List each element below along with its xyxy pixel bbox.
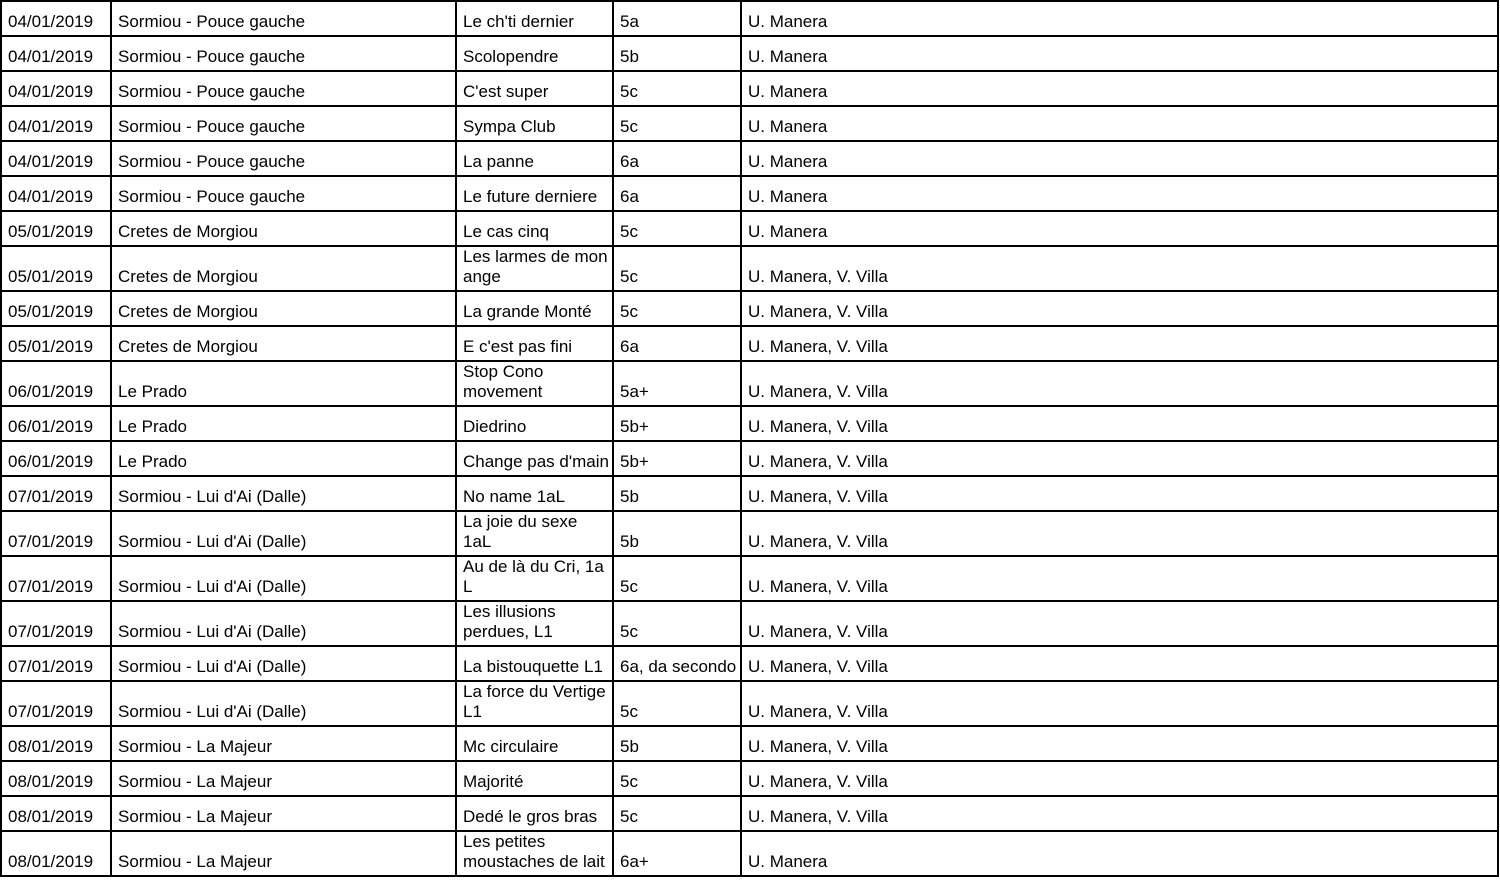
cell-location: Sormiou - La Majeur [111, 761, 456, 796]
cell-climbers: U. Manera, V. Villa [741, 556, 1498, 601]
table-row [1, 556, 1498, 601]
cell-grade: 6a+ [613, 831, 741, 876]
table-row [1, 36, 1498, 71]
cell-date: 04/01/2019 [1, 36, 111, 71]
cell-location: Sormiou - Pouce gauche [111, 71, 456, 106]
cell-location: Sormiou - La Majeur [111, 726, 456, 761]
table-row [1, 1, 1498, 36]
cell-climbers: U. Manera [741, 141, 1498, 176]
cell-grade: 5b [613, 36, 741, 71]
cell-climbers: U. Manera, V. Villa [741, 441, 1498, 476]
cell-route: Change pas d'main [456, 441, 613, 476]
table-row [1, 476, 1498, 511]
cell-route: Les illusions perdues, L1 [456, 601, 613, 646]
table-row [1, 361, 1498, 406]
table-row [1, 761, 1498, 796]
cell-grade: 6a, da secondo [613, 646, 741, 681]
cell-route: Sympa Club [456, 106, 613, 141]
cell-climbers: U. Manera, V. Villa [741, 406, 1498, 441]
cell-climbers: U. Manera, V. Villa [741, 796, 1498, 831]
cell-location: Le Prado [111, 441, 456, 476]
cell-grade: 5c [613, 211, 741, 246]
cell-date: 08/01/2019 [1, 761, 111, 796]
cell-climbers: U. Manera, V. Villa [741, 761, 1498, 796]
cell-date: 04/01/2019 [1, 106, 111, 141]
table-body [1, 1, 1498, 876]
table-row [1, 646, 1498, 681]
table-row [1, 211, 1498, 246]
cell-date: 07/01/2019 [1, 476, 111, 511]
cell-grade: 5b+ [613, 441, 741, 476]
cell-location: Le Prado [111, 361, 456, 406]
cell-climbers: U. Manera [741, 211, 1498, 246]
cell-location: Sormiou - Lui d'Ai (Dalle) [111, 681, 456, 726]
cell-location: Sormiou - Pouce gauche [111, 1, 456, 36]
cell-route: E c'est pas fini [456, 326, 613, 361]
table-row [1, 71, 1498, 106]
table-row [1, 141, 1498, 176]
cell-climbers: U. Manera, V. Villa [741, 601, 1498, 646]
cell-date: 08/01/2019 [1, 831, 111, 876]
cell-date: 04/01/2019 [1, 141, 111, 176]
table-row [1, 681, 1498, 726]
cell-grade: 6a [613, 141, 741, 176]
cell-date: 04/01/2019 [1, 71, 111, 106]
cell-location: Sormiou - Pouce gauche [111, 141, 456, 176]
cell-climbers: U. Manera, V. Villa [741, 291, 1498, 326]
table-row [1, 176, 1498, 211]
cell-route: La force du Vertige L1 [456, 681, 613, 726]
cell-grade: 5b [613, 726, 741, 761]
table-row [1, 796, 1498, 831]
cell-date: 06/01/2019 [1, 361, 111, 406]
cell-route: Le cas cinq [456, 211, 613, 246]
cell-route: Diedrino [456, 406, 613, 441]
cell-climbers: U. Manera [741, 1, 1498, 36]
cell-date: 08/01/2019 [1, 796, 111, 831]
cell-route: Scolopendre [456, 36, 613, 71]
cell-date: 04/01/2019 [1, 1, 111, 36]
cell-date: 04/01/2019 [1, 176, 111, 211]
cell-climbers: U. Manera, V. Villa [741, 476, 1498, 511]
cell-date: 06/01/2019 [1, 441, 111, 476]
cell-date: 07/01/2019 [1, 601, 111, 646]
cell-location: Sormiou - Pouce gauche [111, 176, 456, 211]
cell-grade: 6a [613, 326, 741, 361]
cell-climbers: U. Manera [741, 106, 1498, 141]
cell-date: 07/01/2019 [1, 511, 111, 556]
cell-route: La bistouquette L1 [456, 646, 613, 681]
cell-route: Le future derniere [456, 176, 613, 211]
cell-route: Les petites moustaches de lait [456, 831, 613, 876]
cell-climbers: U. Manera, V. Villa [741, 361, 1498, 406]
cell-grade: 5c [613, 71, 741, 106]
cell-date: 08/01/2019 [1, 726, 111, 761]
cell-grade: 5c [613, 796, 741, 831]
cell-grade: 6a [613, 176, 741, 211]
cell-route: No name 1aL [456, 476, 613, 511]
table-row [1, 441, 1498, 476]
cell-grade: 5c [613, 761, 741, 796]
table-row [1, 726, 1498, 761]
cell-location: Cretes de Morgiou [111, 291, 456, 326]
cell-location: Cretes de Morgiou [111, 211, 456, 246]
cell-date: 05/01/2019 [1, 211, 111, 246]
cell-climbers: U. Manera [741, 176, 1498, 211]
cell-climbers: U. Manera, V. Villa [741, 511, 1498, 556]
cell-grade: 5a+ [613, 361, 741, 406]
cell-grade: 5a [613, 1, 741, 36]
cell-grade: 5b [613, 476, 741, 511]
cell-location: Sormiou - Lui d'Ai (Dalle) [111, 601, 456, 646]
cell-climbers: U. Manera [741, 831, 1498, 876]
table-row [1, 291, 1498, 326]
cell-grade: 5c [613, 556, 741, 601]
cell-location: Sormiou - Lui d'Ai (Dalle) [111, 556, 456, 601]
cell-route: La panne [456, 141, 613, 176]
cell-climbers: U. Manera, V. Villa [741, 246, 1498, 291]
cell-location: Cretes de Morgiou [111, 246, 456, 291]
cell-date: 07/01/2019 [1, 646, 111, 681]
table-row [1, 106, 1498, 141]
cell-route: Mc circulaire [456, 726, 613, 761]
cell-route: Le ch'ti dernier [456, 1, 613, 36]
cell-climbers: U. Manera [741, 36, 1498, 71]
cell-date: 05/01/2019 [1, 326, 111, 361]
cell-route: Majorité [456, 761, 613, 796]
cell-grade: 5c [613, 601, 741, 646]
cell-climbers: U. Manera, V. Villa [741, 681, 1498, 726]
cell-route: C'est super [456, 71, 613, 106]
cell-date: 07/01/2019 [1, 681, 111, 726]
cell-route: Stop Cono movement [456, 361, 613, 406]
cell-location: Sormiou - Lui d'Ai (Dalle) [111, 646, 456, 681]
cell-location: Le Prado [111, 406, 456, 441]
cell-date: 07/01/2019 [1, 556, 111, 601]
table-row [1, 406, 1498, 441]
cell-grade: 5c [613, 246, 741, 291]
cell-route: Dedé le gros bras [456, 796, 613, 831]
cell-climbers: U. Manera [741, 71, 1498, 106]
cell-climbers: U. Manera, V. Villa [741, 646, 1498, 681]
table-row [1, 511, 1498, 556]
cell-date: 06/01/2019 [1, 406, 111, 441]
cell-date: 05/01/2019 [1, 246, 111, 291]
cell-climbers: U. Manera, V. Villa [741, 326, 1498, 361]
cell-route: Les larmes de mon ange [456, 246, 613, 291]
cell-location: Sormiou - Lui d'Ai (Dalle) [111, 476, 456, 511]
cell-grade: 5c [613, 106, 741, 141]
cell-location: Sormiou - La Majeur [111, 831, 456, 876]
cell-location: Sormiou - Lui d'Ai (Dalle) [111, 511, 456, 556]
cell-location: Sormiou - Pouce gauche [111, 36, 456, 71]
cell-grade: 5b+ [613, 406, 741, 441]
cell-date: 05/01/2019 [1, 291, 111, 326]
cell-grade: 5b [613, 511, 741, 556]
table-row [1, 831, 1498, 876]
cell-location: Cretes de Morgiou [111, 326, 456, 361]
cell-grade: 5c [613, 291, 741, 326]
cell-grade: 5c [613, 681, 741, 726]
cell-route: La grande Monté [456, 291, 613, 326]
cell-location: Sormiou - La Majeur [111, 796, 456, 831]
cell-climbers: U. Manera, V. Villa [741, 726, 1498, 761]
cell-route: La joie du sexe 1aL [456, 511, 613, 556]
table-row [1, 246, 1498, 291]
table-row [1, 601, 1498, 646]
table-row [1, 326, 1498, 361]
cell-location: Sormiou - Pouce gauche [111, 106, 456, 141]
cell-route: Au de là du Cri, 1a L [456, 556, 613, 601]
